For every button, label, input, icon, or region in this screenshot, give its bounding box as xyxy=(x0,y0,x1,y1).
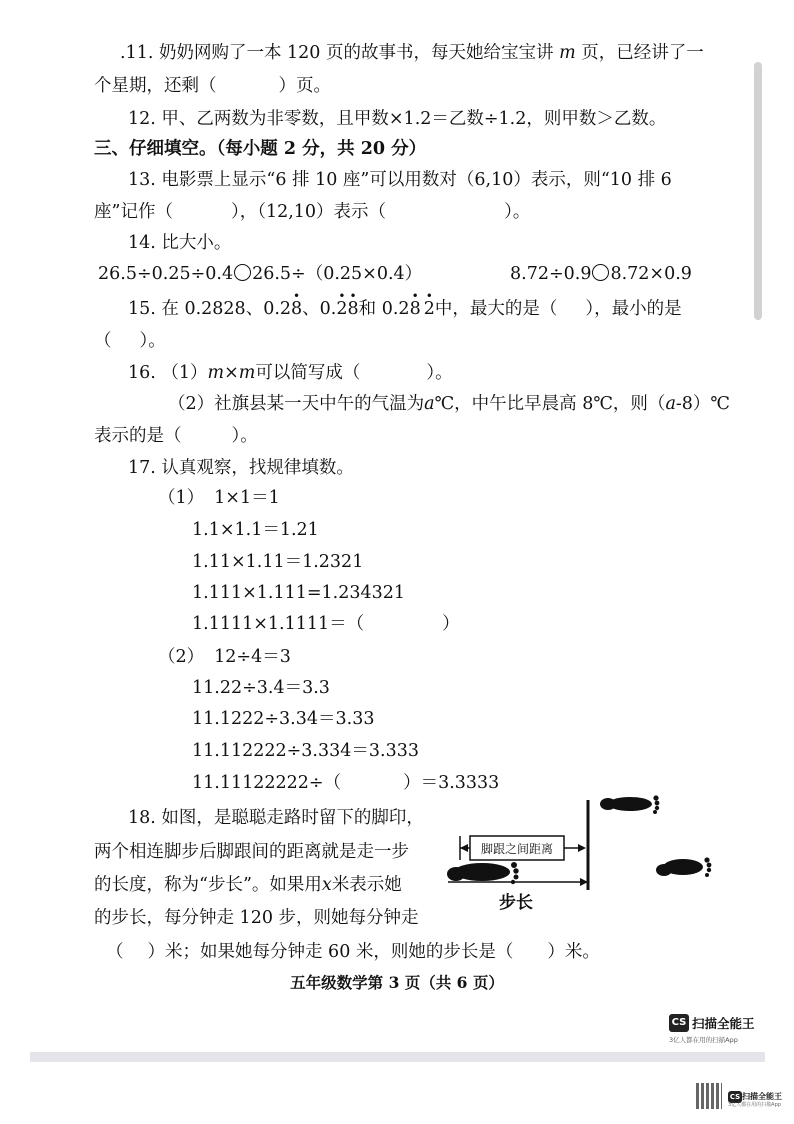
q17-part2-eq: 12÷4＝3 xyxy=(214,647,291,667)
q16-p2-text-b: ℃，中午比早晨高 8℃，则（ xyxy=(434,394,666,414)
qr-code-icon xyxy=(696,1083,722,1109)
repeat-dot: • xyxy=(338,289,346,303)
heel-distance-label: 脚跟之间距离 xyxy=(480,842,554,856)
q18-variable: x xyxy=(321,875,332,895)
q18-text: 18. 如图，是聪聪走路时留下的脚印， xyxy=(128,808,424,828)
q15-text-d: 中，最大的是（ xyxy=(434,299,558,319)
section3-heading xyxy=(94,137,426,161)
q18-line2 xyxy=(94,840,409,864)
repeating-digit xyxy=(409,289,421,319)
q18-blank2-close: ）米。 xyxy=(547,942,600,962)
q16-part2-line2 xyxy=(94,424,258,448)
q15-text-c: 和 0.2 xyxy=(358,299,410,319)
q14-title-text: 14. 比大小。 xyxy=(128,233,232,253)
q18-line5 xyxy=(106,940,600,964)
q18-text: ）米；如果她每分钟走 60 米，则她的步长是（ xyxy=(147,942,514,962)
q15-line1 xyxy=(128,289,682,321)
q15-text-e: ），最小的是 xyxy=(585,299,682,319)
q15-text-a: 15. 在 0.2828、0.2 xyxy=(128,299,292,319)
q15-blank-close: ）。 xyxy=(139,331,166,351)
q16-p2-text-a: （2）社旗县某一天中午的气温为 xyxy=(168,394,425,414)
q17-part1-eq: 1.11×1.11＝1.2321 xyxy=(192,552,364,572)
q14-left-expr-b: 26.5÷（0.25×0.4） xyxy=(252,264,423,284)
q17-part2-eq: 11.11122222÷（ xyxy=(192,773,342,793)
q14-right-expr-b: 8.72×0.9 xyxy=(610,264,692,284)
scanner-branding xyxy=(669,1012,761,1044)
q17-part1-row2 xyxy=(192,550,363,574)
cs-logo-icon: CS xyxy=(669,1014,689,1032)
q18-blank1-open: （ xyxy=(106,942,124,962)
q17-part2-row3 xyxy=(192,739,419,763)
cs-logo-icon: CS xyxy=(729,1092,741,1101)
q11-text-end: 页，已经讲了一 xyxy=(581,43,704,63)
q15-n3-digit2: 2 xyxy=(423,299,435,319)
q11-line2 xyxy=(94,74,331,98)
watermark-tagline: 3亿人都在用的扫描App xyxy=(728,1102,781,1108)
section3-note: （每小题 2 分，共 20 分） xyxy=(216,139,427,159)
q13-line2 xyxy=(94,200,530,224)
q17-part2-row2 xyxy=(192,707,374,731)
q17-part1-eq: 1.1×1.1＝1.21 xyxy=(192,520,319,540)
q17-part1-row3 xyxy=(192,581,405,605)
page-bottom-edge xyxy=(30,1052,765,1062)
q17-part2-eq: 11.22÷3.4＝3.3 xyxy=(192,678,330,698)
q17-title xyxy=(128,456,354,480)
compare-circle-left xyxy=(234,264,251,281)
q12-line xyxy=(128,107,666,131)
q13-text: 13. 电影票上显示“6 排 10 座”可以用数对（6,10）表示，则“10 排 6 xyxy=(128,170,672,190)
q17-part2-row0 xyxy=(158,645,291,669)
scanner-name: 扫描全能王 xyxy=(692,1015,755,1031)
q15-text-b: 、0. xyxy=(302,299,337,319)
repeat-dot: • xyxy=(349,289,357,303)
q13-line1 xyxy=(128,168,672,192)
q16-part1 xyxy=(128,361,453,385)
q18-text: 的长度，称为“步长”。如果用 xyxy=(94,875,322,895)
q16-p1-var: m×m xyxy=(207,363,256,383)
q14-right-compare xyxy=(510,262,692,286)
q17-part2-eq: 11.1222÷3.34＝3.33 xyxy=(192,709,375,729)
page-footer: 五年级数学第 3 页（共 6 页） xyxy=(290,973,504,992)
repeating-digit xyxy=(423,289,435,319)
q13-blank1-open: 座”记作（ xyxy=(94,202,173,222)
q17-part1-row0 xyxy=(158,486,280,510)
q16-p2-var: a xyxy=(424,394,435,414)
footprint-figure xyxy=(438,790,728,920)
q17-title-text: 17. 认真观察，找规律填数。 xyxy=(128,458,354,478)
q15-n3-digit1: 8 xyxy=(409,299,421,319)
footprint-icon xyxy=(447,862,519,884)
q18-line1 xyxy=(128,806,424,830)
q14-title xyxy=(128,231,231,255)
repeating-digit xyxy=(336,289,348,319)
q16-p1-close: ）。 xyxy=(426,363,453,383)
q17-part2-eq: 11.112222÷3.334＝3.333 xyxy=(192,741,419,761)
q16-p2-blank-open: 表示的是（ xyxy=(94,426,182,446)
q18-text: 米表示她 xyxy=(331,875,402,895)
repeating-digit xyxy=(291,289,303,319)
q11-blank-open: 个星期，还剩（ xyxy=(94,76,217,96)
repeat-dot: • xyxy=(425,289,433,303)
q17-part1-eq: 1.111×1.111=1.234321 xyxy=(192,583,406,603)
step-length-label: 步长 xyxy=(499,893,533,913)
q16-p2-blank-close: ）。 xyxy=(231,426,258,446)
q17-part2-blank-close: ）＝3.3333 xyxy=(403,773,500,793)
compare-circle-right xyxy=(592,264,609,281)
q18-text: 两个相连脚步后脚跟间的距离就是走一步 xyxy=(94,842,409,862)
scanner-tagline: 3亿人都在用的扫描App xyxy=(669,1035,738,1044)
q15-n1-digit: 8 xyxy=(291,299,303,319)
repeat-dot: • xyxy=(411,289,419,303)
q17-part2-label: （2） xyxy=(158,647,205,667)
q14-right-expr-a: 8.72÷0.9 xyxy=(510,264,592,284)
q16-part2 xyxy=(168,392,730,416)
footprint-icon xyxy=(656,857,711,877)
q16-p1-label: 16. （1） xyxy=(128,363,208,383)
watermark xyxy=(690,1080,786,1114)
q17-part2-row1 xyxy=(192,676,330,700)
q17-part1-eq: 1.1111×1.1111＝（ xyxy=(192,614,365,634)
q16-p2-text-c: -8）℃ xyxy=(675,394,730,414)
q16-p2-var2: a xyxy=(665,394,676,414)
watermark-name: 扫描全能王 xyxy=(742,1092,782,1101)
q11-variable: m xyxy=(559,43,576,63)
q17-part1-blank-close: ） xyxy=(442,614,460,634)
q12-text: 12. 甲、乙两数为非零数，且甲数×1.2＝乙数÷1.2，则甲数＞乙数。 xyxy=(128,109,667,129)
q18-text: 的步长，每分钟走 120 步，则她每分钟走 xyxy=(94,908,419,928)
vertical-scrollbar[interactable] xyxy=(754,62,762,320)
q15-n2-digit2: 8 xyxy=(347,299,359,319)
q18-line3 xyxy=(94,873,402,897)
q11-blank-close: ）页。 xyxy=(278,76,331,96)
section3-title: 三、仔细填空。 xyxy=(94,139,217,159)
repeat-dot: • xyxy=(293,289,301,303)
q13-blank2-open: ），（12,10）表示（ xyxy=(230,202,387,222)
q13-blank2-close: ）。 xyxy=(504,202,531,222)
q11-text: .11. 奶奶网购了一本 120 页的故事书，每天她给宝宝讲 xyxy=(120,43,554,63)
footprint-icon xyxy=(600,795,659,814)
q16-p1-text: 可以简写成（ xyxy=(255,363,361,383)
q18-line4 xyxy=(94,906,419,930)
q17-part1-row4 xyxy=(192,612,460,636)
q14-left-expr-a: 26.5÷0.25÷0.4 xyxy=(98,264,234,284)
q14-left-compare xyxy=(98,262,422,286)
q15-blank-open: （ xyxy=(94,331,112,351)
q17-part1-eq: 1×1＝1 xyxy=(214,488,280,508)
q17-part1-row1 xyxy=(192,518,319,542)
q11-line1 xyxy=(120,41,704,65)
repeating-digit xyxy=(347,289,359,319)
q17-part1-label: （1） xyxy=(158,488,205,508)
q15-n2-digit1: 2 xyxy=(336,299,348,319)
q15-line2 xyxy=(94,329,166,353)
